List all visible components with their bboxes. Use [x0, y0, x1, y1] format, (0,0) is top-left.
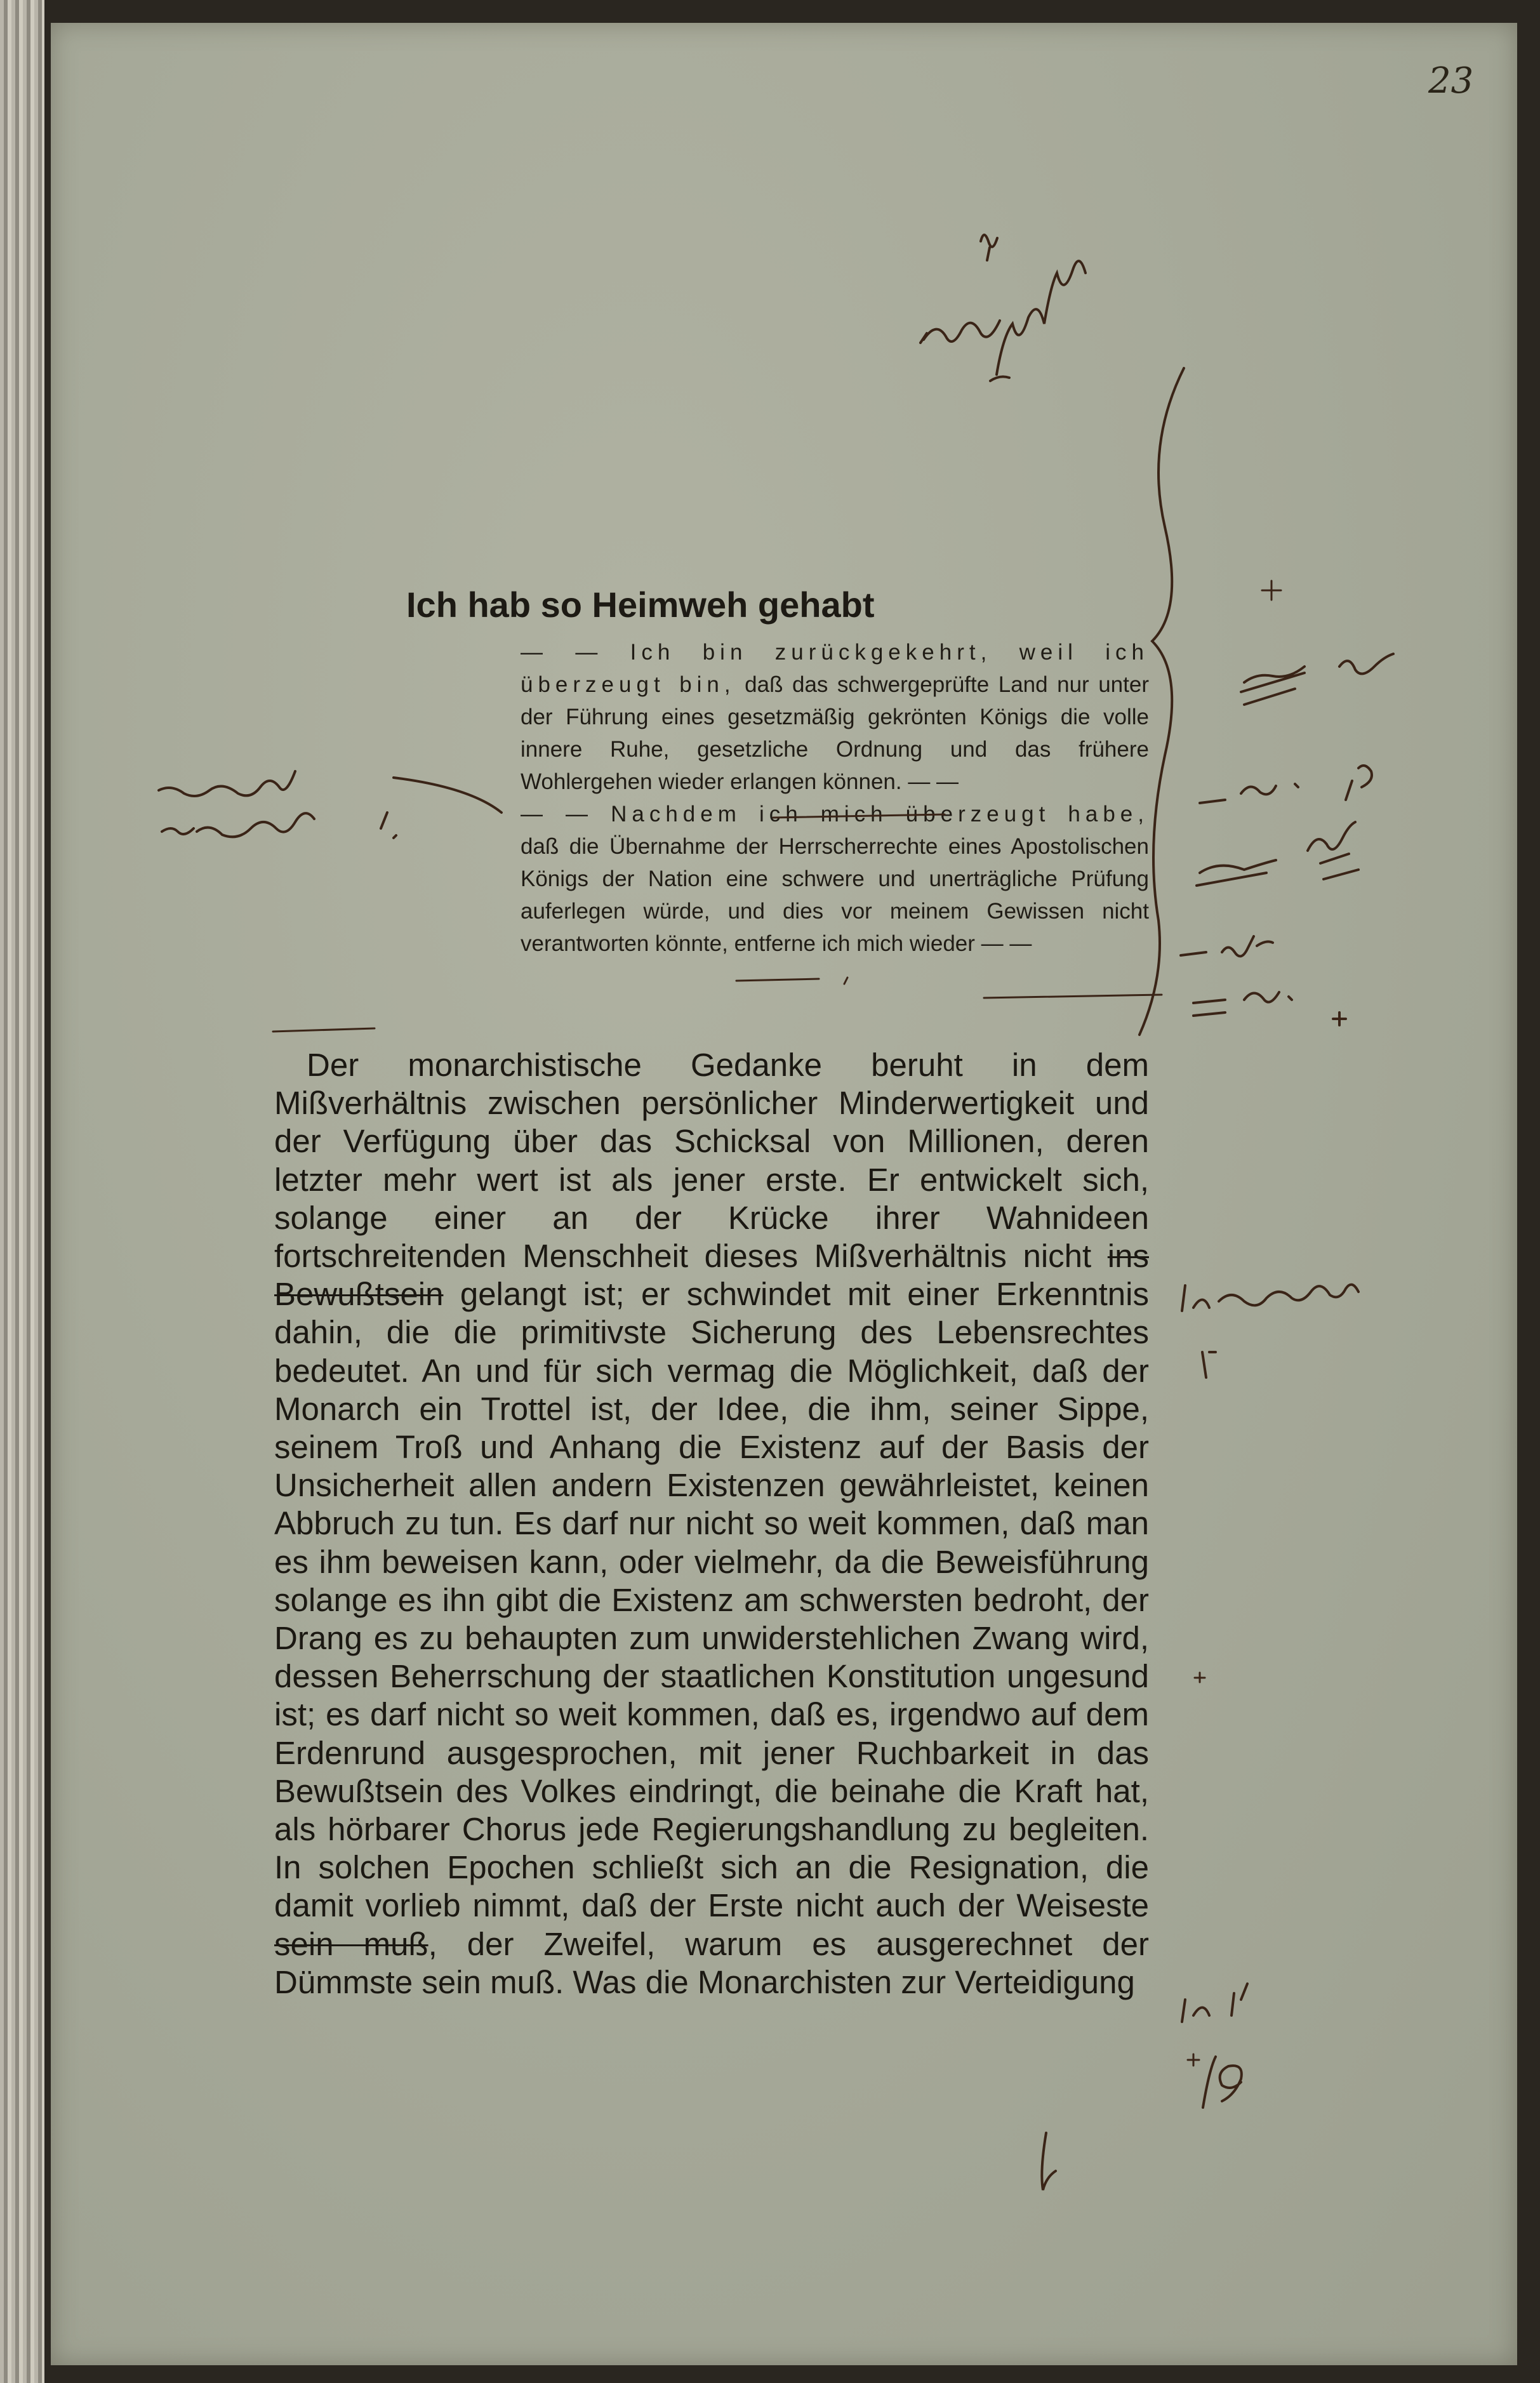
underline-wieder-erlangen: [773, 814, 945, 818]
underline-wuerde: [736, 978, 847, 984]
inline-correction-mark: [1042, 2133, 1056, 2190]
handwriting-correction-4: [1197, 822, 1358, 886]
handwriting-body-note-3: [1182, 1984, 1247, 2022]
handwriting-body-note-1: [1182, 1285, 1358, 1311]
article-title: Ich hab so Heimweh gehabt: [406, 585, 875, 625]
margin-brace: [1139, 368, 1184, 1035]
underline-entferne-ich: [273, 995, 1162, 1032]
struck-text-2: sein muß: [274, 1925, 428, 1962]
plus-mark-2: [1195, 1673, 1205, 1682]
epigraph-2-intro: — — Nachdem ich mich überzeugt habe,: [521, 802, 1149, 826]
margin-connector-line: [394, 778, 501, 813]
handwriting-correction-6: [1193, 992, 1346, 1025]
handwriting-correction-3: [1346, 766, 1372, 800]
epigraph-1-text: daß das schwergeprüfte Land nur unter der Führung eines gesetzmäßig gekrönten Königs die volle innere Ruhe, gesetzliche Ordnung und das frühere Wohlergehen wieder erlangen können. — —: [521, 672, 1149, 794]
epigraph-2-text: daß die Übernahme der Herrscherrechte eines Apostolischen Königs der Nation eine schwere und unerträgliche Prüfung auferlegen würde, und dies vor meinem Gewissen nicht verantworten könnte, entferne ich mich wieder — —: [521, 834, 1149, 956]
body-text-part-1: Der monarchistische Gedanke beruht in dem Mißverhältnis zwischen persönlicher Minderwertigkeit und der Verfügung über das Schicksal von Millionen, deren letzter mehr wert ist als jener erste. Er entwickelt sich, solange einer an der Krücke ihrer Wahnideen fortschreitenden Menschheit dieses Mißverhältnis nicht: [274, 1047, 1149, 1275]
handwriting-scribble-word-2: [990, 261, 1085, 381]
struck-text-1: ins Bewußtsein: [274, 1238, 1149, 1313]
handwriting-scribble-top: [981, 235, 997, 260]
handwriting-body-note-4: [1203, 2057, 1242, 2108]
handwriting-correction-1: [1241, 654, 1393, 705]
page-number: 23: [1428, 60, 1474, 102]
plus-mark-3: [1188, 2054, 1199, 2066]
handwriting-body-note-2: [1202, 1352, 1216, 1377]
epigraph-1-intro: — — Ich bin zurückgekehrt, weil ich überzeugt bin,: [521, 640, 1149, 697]
handwriting-scribble-word-1: [920, 321, 1000, 343]
plus-mark-1: [1262, 581, 1281, 600]
left-margin-handwriting: [159, 771, 396, 838]
handwriting-correction-2: [1200, 784, 1298, 803]
handwriting-correction-5: [1181, 936, 1273, 956]
body-text-part-2: gelangt ist; er schwindet mit einer Erkenntnis dahin, die die primitivste Sicherung des Lebensrechtes bedeutet. An und für sich vermag die Möglichkeit, daß der Monarch ein Trottel ist, der Idee, die ihm, seiner Sippe, seinem Troß und Anhang die Existenz auf der Basis der Unsicherheit allen andern Existenzen gewährleistet, keinen Abbruch zu tun. Es darf nur nicht so weit kommen, daß man es ihm beweisen kann, oder vielmehr, da die Beweisführung solange es ihn gibt die Existenz am schwersten bedroht, der Drang es zu behaupten zum unwiderstehlichen Zwang wird, dessen Beherrschung der staatlichen Konstitution ungesund ist; es darf nicht so weit kommen, daß es, irgendwo auf dem Erdenrund ausgesprochen, mit jener Ruchbarkeit in das Bewußtsein des Volkes eindringt, die beinahe die Kraft hat, als hörbarer Chorus jede Regierungshandlung zu begleiten. In solchen Epochen schließt sich an die Resignation, die damit vorlieb nimmt, daß der Erste nicht auch der Weiseste: [274, 1276, 1149, 1924]
body-text-part-3: , der Zweifel, warum es ausgerechnet der Dümmste sein muß. Was die Monarchisten zur Verteidigung: [274, 1925, 1149, 2000]
